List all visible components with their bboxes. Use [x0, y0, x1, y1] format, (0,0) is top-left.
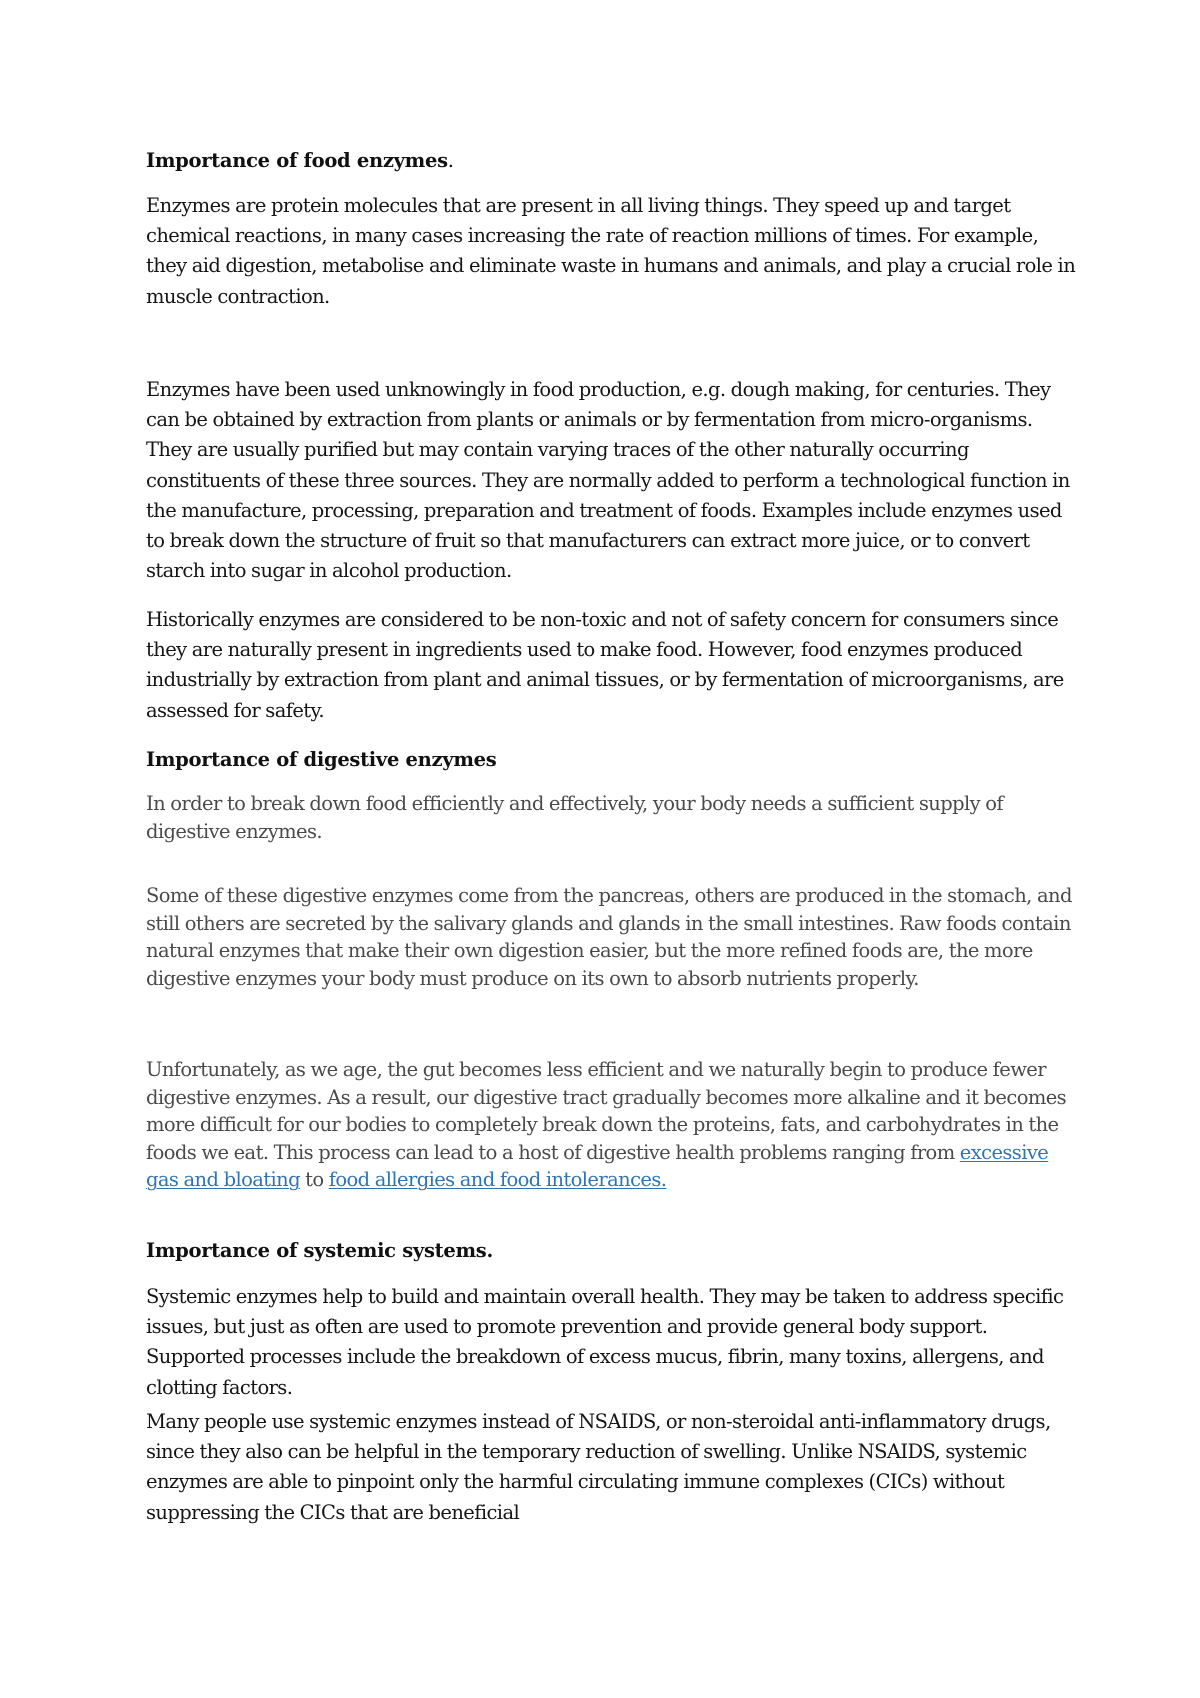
systemic-paragraph-1: Systemic enzymes help to build and maintain overall health. They may be taken to address specific issues, but just as often are used to promote prevention and provide general body support. Supported processes include the breakdown of excess mucus, fibrin, many toxins, allergens, and clotting factors.	[146, 1285, 1064, 1399]
food-paragraph-3: Historically enzymes are considered to be non-toxic and not of safety concern for consumers since they are naturally present in ingredients used to make food. However, food enzymes produced industrially by extraction from plant and animal tissues, or by fermentation of microorganisms, are assessed for safety.	[146, 608, 1064, 722]
digestive-paragraph-3-join: to	[299, 1168, 329, 1192]
heading-food-enzymes-punct: .	[447, 149, 454, 172]
heading-systemic-systems: Importance of systemic systems.	[146, 1239, 493, 1262]
heading-food-enzymes	[146, 147, 1076, 175]
heading-digestive-enzymes: Importance of digestive enzymes	[146, 748, 497, 771]
digestive-paragraph-1: In order to break down food efficiently and effectively, your body needs a sufficient supply of digestive enzymes.	[146, 792, 1003, 843]
heading-food-enzymes-text: Importance of food enzymes	[146, 149, 448, 172]
link-food-allergies-intolerances[interactable]: food allergies and food intolerances.	[328, 1168, 667, 1192]
digestive-paragraph-2: Some of these digestive enzymes come from the pancreas, others are produced in the stomach, and still others are secreted by the salivary glands and glands in the small intestines. Raw foods contain natural enzymes that make their own digestion easier, but the more refined foods are, the more digestive enzymes your body must produce on its own to absorb nutrients properly.	[146, 884, 1072, 990]
systemic-paragraph-2: Many people use systemic enzymes instead of NSAIDS, or non-steroidal anti-inflammatory drugs, since they also can be helpful in the temporary reduction of swelling. Unlike NSAIDS, systemic enzymes are able to pinpoint only the harmful circulating immune complexes (CICs) without suppressing the CICs that are beneficial	[146, 1410, 1051, 1524]
food-paragraph-1: Enzymes are protein molecules that are present in all living things. They speed up and target chemical reactions, in many cases increasing the rate of reaction millions of times. For example, they aid digestion, metabolise and eliminate waste in humans and animals, and play a crucial role in muscle contraction.	[146, 194, 1076, 308]
digestive-paragraph-3-text: Unfortunately, as we age, the gut becomes less efficient and we naturally begin to produce fewer digestive enzymes. As a result, our digestive tract gradually becomes more alkaline and it becomes more difficult for our bodies to completely break down the proteins, fats, and carbohydrates in the foods we eat. This process can lead to a host of digestive health problems ranging from	[146, 1058, 1067, 1164]
link-excessive-gas-bloating[interactable]: excessive gas and bloating	[146, 1140, 1049, 1192]
digestive-paragraph-3	[146, 1056, 1076, 1194]
food-paragraph-2: Enzymes have been used unknowingly in food production, e.g. dough making, for centuries. They can be obtained by extraction from plants or animals or by fermentation from micro-organisms. They are usually purified but may contain varying traces of the other naturally occurring constituents of these three sources. They are normally added to perform a technological function in the manufacture, processing, preparation and treatment of foods. Examples include enzymes used to break down the structure of fruit so that manufacturers can extract more juice, or to convert starch into sugar in alcohol production.	[146, 378, 1070, 583]
